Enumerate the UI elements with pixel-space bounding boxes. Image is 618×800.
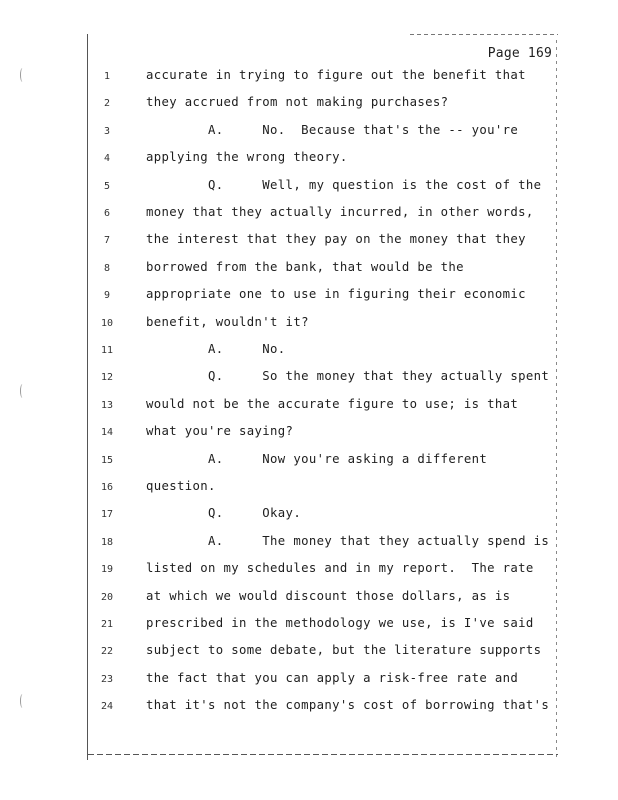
line-text: Q. So the money that they actually spent (146, 369, 550, 384)
transcript-line (0, 671, 618, 689)
transcript-line (0, 589, 618, 607)
transcript-line (0, 479, 618, 497)
transcript-line (0, 397, 618, 415)
line-number: 2 (103, 98, 111, 110)
line-number: 4 (103, 153, 111, 165)
line-text: question. (146, 479, 216, 493)
line-number: 6 (103, 208, 111, 219)
line-text: that it's not the company's cost of borrowing that's (146, 698, 550, 713)
line-text: the interest that they pay on the money that they (146, 232, 526, 247)
transcript-line (0, 452, 618, 470)
line-number: 11 (100, 345, 114, 356)
transcript-line (0, 95, 618, 113)
line-number: 5 (103, 180, 111, 192)
line-number: 10 (100, 317, 114, 329)
line-text: listed on my schedules and in my report. The rate (146, 561, 534, 576)
transcript-line (0, 287, 618, 305)
bottom-rule (88, 754, 558, 755)
line-number: 20 (100, 591, 114, 603)
line-text: accurate in trying to figure out the benefit that (146, 68, 526, 82)
transcript-line (0, 123, 618, 141)
top-rule (410, 34, 558, 35)
line-number: 19 (100, 564, 114, 576)
line-number: 14 (100, 427, 114, 439)
line-number: 3 (103, 125, 111, 137)
transcript-line (0, 643, 618, 661)
line-text: they accrued from not making purchases? (146, 95, 449, 110)
line-text: Q. Well, my question is the cost of the (146, 177, 542, 192)
line-text: A. No. Because that's the -- you're (146, 122, 519, 137)
line-text: A. The money that they actually spend is (146, 533, 550, 548)
line-number: 16 (100, 482, 114, 493)
line-text: what you're saying? (146, 424, 294, 439)
transcript-line (0, 205, 618, 223)
transcript-line (0, 315, 618, 333)
line-text: applying the wrong theory. (146, 150, 348, 165)
transcript-line (0, 561, 618, 579)
transcript-line (0, 150, 618, 168)
transcript-line (0, 369, 618, 387)
line-text: A. No. (146, 342, 286, 356)
line-text: A. Now you're asking a different (146, 451, 488, 466)
line-number: 21 (100, 619, 114, 630)
transcript-line (0, 178, 618, 196)
line-text: subject to some debate, but the literature supports (146, 643, 542, 658)
line-text: Q. Okay. (146, 506, 302, 521)
line-number: 12 (100, 372, 114, 384)
transcript-line (0, 616, 618, 634)
line-text: appropriate one to use in figuring their economic (146, 287, 526, 302)
page-header: Page 169 (487, 46, 552, 61)
line-text: would not be the accurate figure to use; is that (146, 396, 519, 411)
line-number: 8 (103, 262, 111, 274)
line-text: the fact that you can apply a risk-free rate and (146, 670, 519, 685)
line-text: money that they actually incurred, in other words, (146, 205, 534, 219)
line-number: 23 (100, 673, 114, 685)
line-number: 1 (103, 71, 111, 82)
transcript-line (0, 424, 618, 442)
line-number: 13 (100, 399, 114, 411)
line-text: borrowed from the bank, that would be the (146, 259, 464, 274)
transcript-line (0, 506, 618, 524)
line-number: 17 (100, 509, 114, 521)
transcript-line (0, 534, 618, 552)
transcript-line (0, 260, 618, 278)
transcript-line (0, 68, 618, 86)
line-number: 24 (100, 701, 114, 713)
line-number: 22 (100, 646, 114, 658)
transcript-line (0, 232, 618, 250)
transcript-line (0, 698, 618, 716)
line-text: benefit, wouldn't it? (146, 314, 309, 329)
line-number: 15 (100, 454, 114, 466)
line-text: prescribed in the methodology we use, is I've said (146, 616, 534, 630)
line-number: 9 (103, 290, 111, 302)
transcript-line (0, 342, 618, 360)
line-number: 18 (100, 536, 114, 548)
line-text: at which we would discount those dollars, as is (146, 588, 511, 603)
line-number: 7 (103, 235, 111, 247)
